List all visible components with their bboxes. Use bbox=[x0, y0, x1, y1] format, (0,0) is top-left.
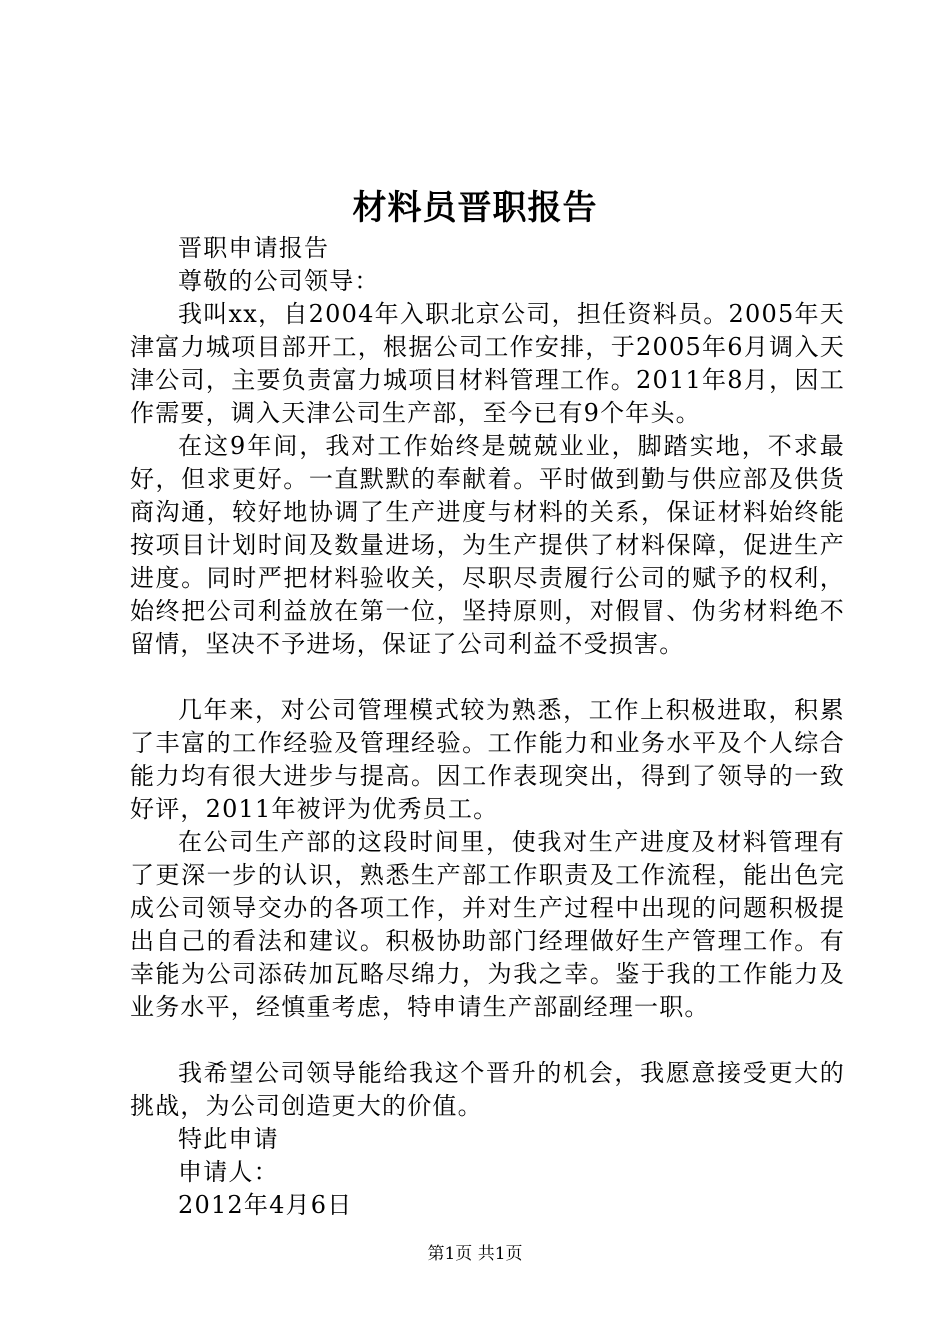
paragraph-date: 2012年4月6日 bbox=[178, 1191, 353, 1219]
paragraph-production-dept: 在公司生产部的这段时间里，使我对生产进度及材料管理有了更深一步的认识，熟悉生产部工作职责及工作流程，能出色完成公司领导交办的各项工作，并对生产过程中出现的问题积极提出自己的看法和建议。积极协助部门经理做好生产管理工作。有幸能为公司添砖加瓦略尽绵力，为我之幸。鉴于我的工作能力及业务水平，经慎重考虑，特申请生产部副经理一职。 bbox=[130, 828, 845, 1021]
paragraph-experience: 几年来，对公司管理模式较为熟悉，工作上积极进取，积累了丰富的工作经验及管理经验。工作能力和业务水平及个人综合能力均有很大进步与提高。因工作表现突出，得到了领导的一致好评，2011年被评为优秀员工。 bbox=[130, 696, 845, 823]
document-title: 材料员晋职报告 bbox=[352, 188, 598, 228]
paragraph-nine-years: 在这9年间，我对工作始终是兢兢业业，脚踏实地，不求最好，但求更好。一直默默的奉献着。平时做到勤与供应部及供货商沟通，较好地协调了生产进度与材料的关系，保证材料始终能按项目计划时间及数量进场，为生产提供了材料保障，促进生产进度。同时严把材料验收关，尽职尽责履行公司的赋予的权利，始终把公司利益放在第一位，坚持原则，对假冒、伪劣材料绝不留情，坚决不予进场，保证了公司利益不受损害。 bbox=[130, 432, 845, 658]
paragraph-intro: 我叫xx，自2004年入职北京公司，担任资料员。2005年天津富力城项目部开工，根据公司工作安排，于2005年6月调入天津公司，主要负责富力城项目材料管理工作。2011年8月，因工作需要，调入天津公司生产部，至今已有9个年头。 bbox=[130, 300, 845, 427]
document-body bbox=[130, 232, 845, 1222]
paragraph-heading: 晋职申请报告 bbox=[178, 234, 330, 262]
page-footer: 第1页 共1页 bbox=[427, 1244, 523, 1264]
paragraph-salutation: 尊敬的公司领导： bbox=[178, 267, 380, 295]
paragraph-applicant: 申请人： bbox=[178, 1158, 279, 1186]
paragraph-closing: 特此申请 bbox=[178, 1125, 279, 1153]
paragraph-hope: 我希望公司领导能给我这个晋升的机会，我愿意接受更大的挑战，为公司创造更大的价值。 bbox=[130, 1059, 845, 1120]
